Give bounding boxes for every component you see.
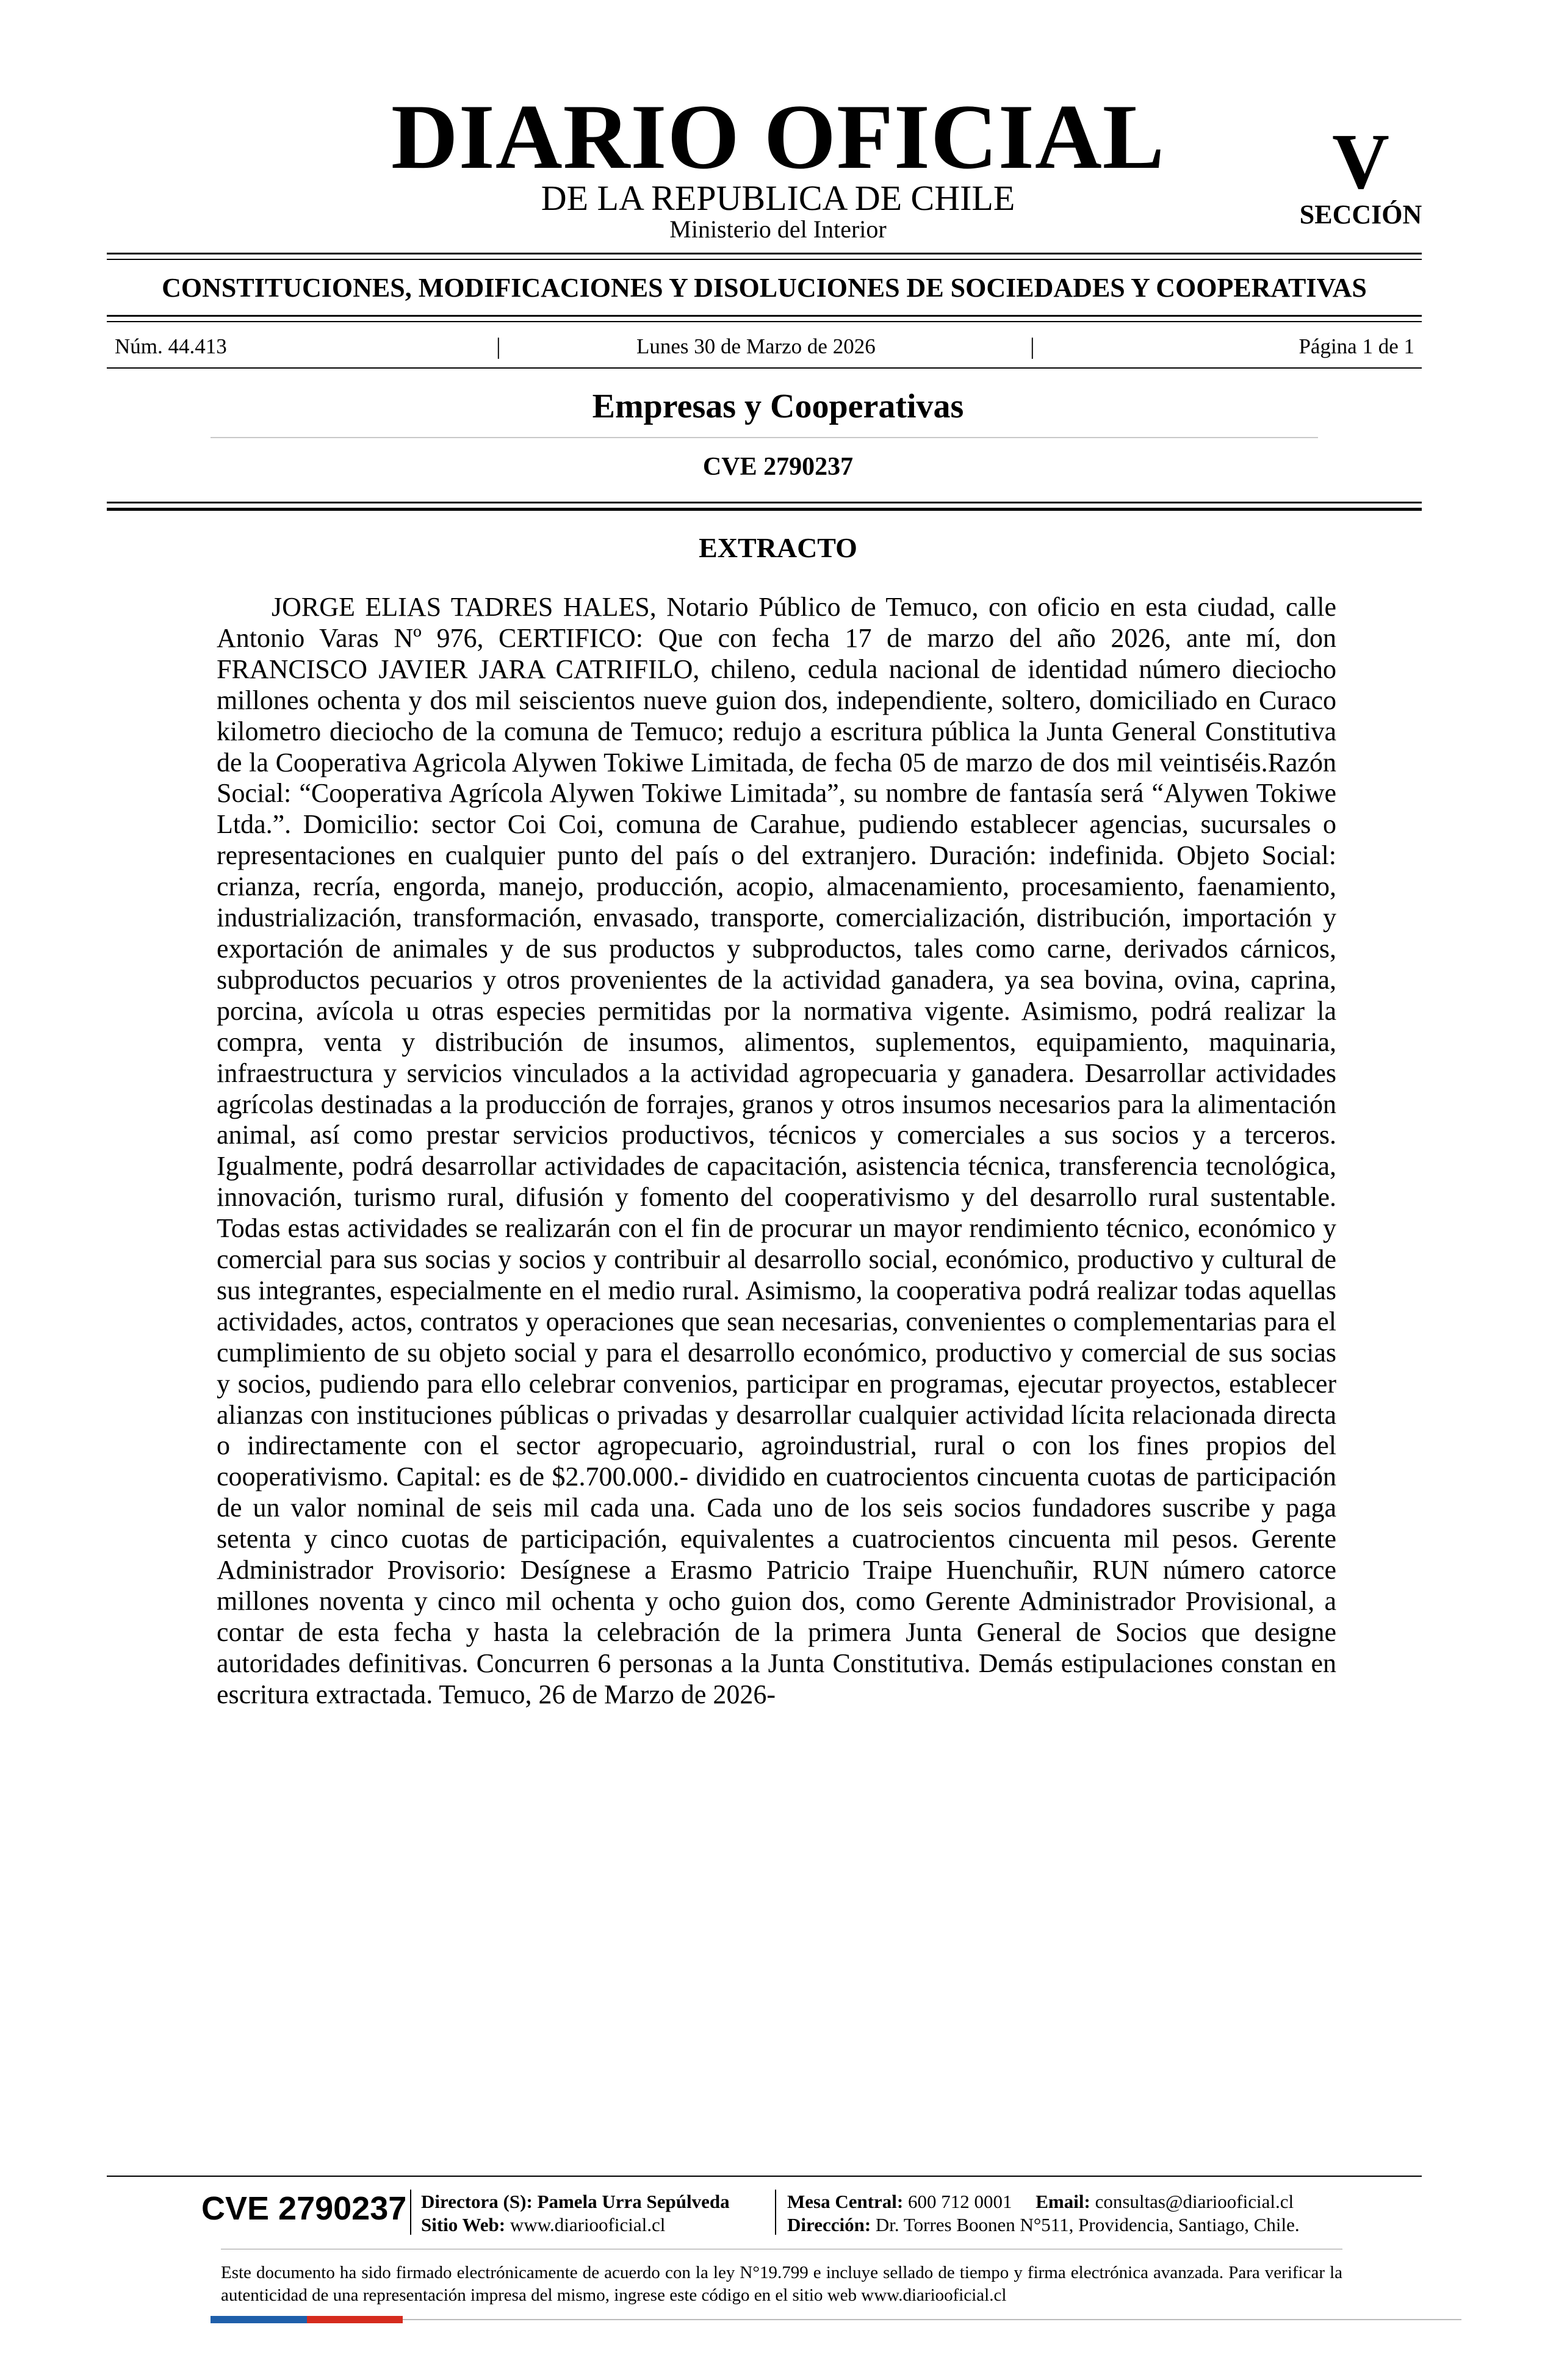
email-link[interactable]: consultas@diariooficial.cl [1095, 2191, 1294, 2212]
footer-legal-note: Este documento ha sido firmado electrónicamente de acuerdo con la ley N°19.799 e incluye sellado de tiempo y firma electrónica avanzada. Para verificar la autenticidad de una representación impresa del mismo, ingrese este código en el sitio web www.diariooficial.cl [221, 2263, 1342, 2305]
divider-rule [107, 315, 1422, 317]
footer-rule [107, 2176, 1422, 2177]
cve-code: CVE 2790237 [702, 453, 854, 481]
website-label: Sitio Web: [421, 2214, 506, 2235]
flag-stripe-blue [211, 2316, 307, 2323]
issue-info-row [115, 334, 1414, 359]
address-label: Dirección: [787, 2214, 871, 2235]
footer-bottom-rule [403, 2319, 1461, 2320]
divider-rule [107, 253, 1422, 254]
divider-rule [107, 508, 1422, 511]
kicker-underline [211, 437, 1318, 438]
phone-value: 600 712 0001 [908, 2191, 1012, 2212]
footer-cve-code: CVE 2790237 [201, 2190, 407, 2227]
issue-number: Núm. 44.413 [115, 334, 227, 358]
footer-address [787, 2215, 1300, 2234]
footer-divider [410, 2190, 411, 2235]
footer-website [421, 2215, 665, 2234]
masthead-ministry: Ministerio del Interior [669, 215, 887, 243]
footer-director [421, 2192, 730, 2211]
masthead-title: DIARIO OFICIAL [391, 85, 1165, 188]
issue-date: Lunes 30 de Marzo de 2026 [636, 334, 876, 358]
category-title: CONSTITUCIONES, MODIFICACIONES Y DISOLUCIONES DE SOCIEDADES Y COOPERATIVAS [162, 273, 1367, 303]
divider-rule [107, 502, 1422, 503]
address-value: Dr. Torres Boonen N°511, Providencia, Santiago, Chile. [875, 2214, 1300, 2235]
phone-label: Mesa Central: [787, 2191, 904, 2212]
section-letter: V [1332, 118, 1389, 206]
flag-stripe-red [307, 2316, 403, 2323]
document-title: EXTRACTO [699, 532, 857, 563]
director-name: Pamela Urra Sepúlveda [537, 2191, 730, 2212]
section-kicker: Empresas y Cooperativas [592, 388, 964, 425]
divider-rule [107, 259, 1422, 260]
divider-rule [107, 367, 1422, 369]
divider-rule [107, 321, 1422, 322]
footer-divider [775, 2190, 776, 2235]
issue-separator: | [496, 334, 501, 359]
website-link[interactable]: www.diariooficial.cl [510, 2214, 666, 2235]
document-body: JORGE ELIAS TADRES HALES, Notario Público de Temuco, con oficio en esta ciudad, calle Antonio Varas Nº 976, CERTIFICO: Que con fecha 17 de marzo del año 2026, ante mí, don FRANCISCO JAVIER JARA CATRIFILO, chileno, cedula nacional de identidad número dieciocho millones ochenta y dos mil seiscientos nueve guion dos, independiente, soltero, domiciliado en Curaco kilometro dieciocho de la comuna de Temuco; redujo a escritura pública la Junta General Constitutiva de la Cooperativa Agricola Alywen Tokiwe Limitada, de fecha 05 de marzo de dos mil veintiséis.Razón Social: “Cooperativa Agrícola Alywen Tokiwe Limitada”, su nombre de fantasía será “Alywen Tokiwe Ltda.”. Domicilio: sector Coi Coi, comuna de Carahue, pudiendo establecer agencias, sucursales o representaciones en cualquier punto del país o del extranjero. Duración: indefinida. Objeto Social: crianza, recría, engorda, manejo, producción, acopio, almacenamiento, procesamiento, faenamiento, industrialización, transformación, envasado, transporte, comercialización, distribución, importación y exportación de animales y de sus productos y subproductos, tales como carne, derivados cárnicos, subproductos pecuarios y otros provenientes de la actividad ganadera, ya sea bovina, ovina, caprina, porcina, avícola u otras especies permitidas por la normativa vigente. Asimismo, podrá realizar la compra, venta y distribución de insumos, alimentos, suplementos, equipamiento, maquinaria, infraestructura y servicios vinculados a la actividad agropecuaria y ganadera. Desarrollar actividades agrícolas destinadas a la producción de forrajes, granos y otros insumos necesarios para la alimentación animal, así como prestar servicios productivos, técnicos y comerciales a sus socios y a terceros. Igualmente, podrá desarrollar actividades de capacitación, asistencia técnica, transferencia tecnológica, innovación, turismo rural, difusión y fomento del cooperativismo y del desarrollo rural sustentable. Todas estas actividades se realizarán con el fin de procurar un mayor rendimiento técnico, económico y comercial para sus socias y socios y contribuir al desarrollo social, económico, productivo y cultural de sus integrantes, especialmente en el medio rural. Asimismo, la cooperativa podrá realizar todas aquellas actividades, actos, contratos y operaciones que sean necesarias, convenientes o complementarias para el cumplimiento de su objeto social y para el desarrollo económico, productivo y comercial de sus socias y socios, pudiendo para ello celebrar convenios, participar en programas, ejecutar proyectos, establecer alianzas con instituciones públicas o privadas y desarrollar cualquier actividad lícita relacionada directa o indirectamente con el sector agropecuario, agroindustrial, rural o con los fines propios del cooperativismo. Capital: es de $2.700.000.- dividido en cuatrocientos cincuenta cuotas de participación de un valor nominal de seis mil cada una. Cada uno de los seis socios fundadores suscribe y paga setenta y cinco cuotas de participación, equivalentes a cuatrocientos cincuenta mil pesos. Gerente Administrador Provisorio: Desígnese a Erasmo Patricio Traipe Huenchuñir, RUN número catorce millones noventa y cinco mil ochenta y ocho guion dos, como Gerente Administrador Provisional, a contar de esta fecha y hasta la celebración de la primera Junta General de Socios que designe autoridades definitivas. Concurren 6 personas a la Junta Constitutiva. Demás estipulaciones constan en escritura extractada. Temuco, 26 de Marzo de 2026- [217, 592, 1336, 1709]
footer-contact [787, 2192, 1294, 2211]
director-label: Directora (S): [421, 2191, 533, 2212]
email-label: Email: [1036, 2191, 1090, 2212]
section-word: SECCIÓN [1299, 200, 1422, 229]
masthead-subtitle: DE LA REPUBLICA DE CHILE [541, 178, 1015, 218]
issue-page: Página 1 de 1 [1298, 334, 1414, 358]
issue-separator: | [1030, 334, 1035, 359]
